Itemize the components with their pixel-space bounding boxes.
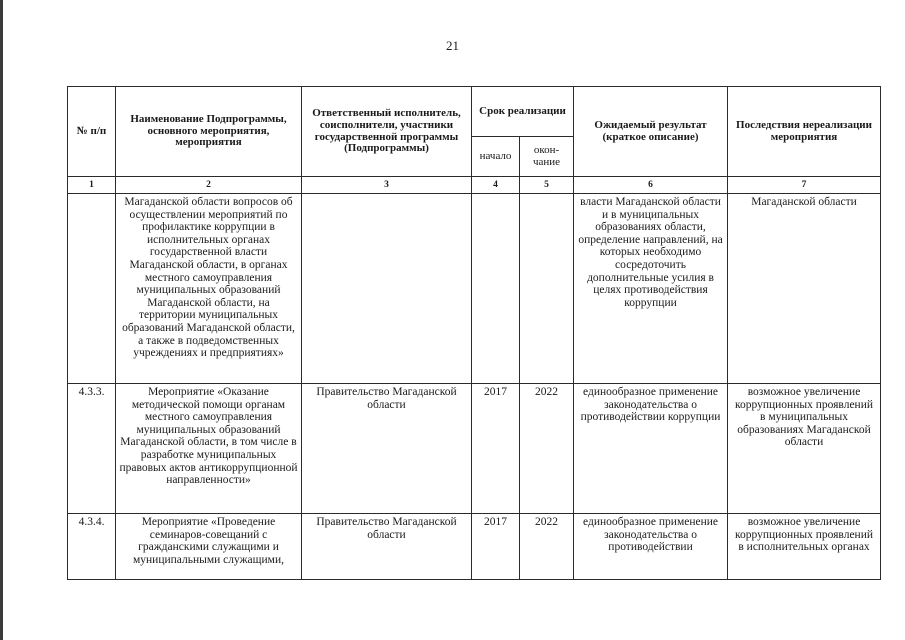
header-col-end: окон-чание (520, 137, 574, 177)
header-col-period: Срок реализации (472, 87, 574, 137)
row-executor: Правительство Магаданской области (302, 384, 472, 514)
program-table (67, 86, 881, 580)
scan-edge-bar (0, 0, 3, 640)
row-consequence: Магаданской области (728, 194, 881, 384)
column-number-row (68, 177, 881, 194)
column-number: 5 (520, 177, 574, 194)
column-number: 2 (116, 177, 302, 194)
column-number: 6 (574, 177, 728, 194)
row-result: власти Магаданской области и в муниципальных образованиях области, определение направлений, на которых необходимо сосредоточить дополнительные усилия в целях противодействия коррупции (574, 194, 728, 384)
row-executor (302, 194, 472, 384)
row-executor: Правительство Магаданской области (302, 514, 472, 580)
row-number (68, 194, 116, 384)
table-row (68, 384, 881, 514)
header-col-executor: Ответственный исполнитель, соисполнители, участники государственной программы (Подпрограммы) (302, 87, 472, 177)
row-number: 4.3.3. (68, 384, 116, 514)
header-col-result: Ожидаемый результат (краткое описание) (574, 87, 728, 177)
header-col-name: Наименование Подпрограммы, основного мероприятия, мероприятия (116, 87, 302, 177)
row-name: Магаданской области вопросов об осуществлении мероприятий по профилактике коррупции в исполнительных органах государственной власти Магаданской области, в органах местного самоуправления муниципальных образований Магаданской области, на территории муниципальных образований Магаданской области, а также в подведомственных учреждениях и предприятиях» (116, 194, 302, 384)
row-end (520, 194, 574, 384)
header-col-consequence: Последствия нереализации мероприятия (728, 87, 881, 177)
column-number: 4 (472, 177, 520, 194)
row-start (472, 194, 520, 384)
header-col-start: начало (472, 137, 520, 177)
row-end: 2022 (520, 514, 574, 580)
row-start: 2017 (472, 514, 520, 580)
row-start: 2017 (472, 384, 520, 514)
column-number: 7 (728, 177, 881, 194)
table-row (68, 514, 881, 580)
column-number: 3 (302, 177, 472, 194)
row-consequence: возможное увеличение коррупционных проявлений в муниципальных образованиях Магаданской области (728, 384, 881, 514)
page-number: 21 (446, 38, 459, 53)
row-result: единообразное применение законодательства о противодействии коррупции (574, 384, 728, 514)
row-number: 4.3.4. (68, 514, 116, 580)
table-row (68, 194, 881, 384)
row-name: Мероприятие «Оказание методической помощи органам местного самоуправления муниципальных образований Магаданской области, в том числе в разработке муниципальных правовых актов антикоррупционной направленности» (116, 384, 302, 514)
row-end: 2022 (520, 384, 574, 514)
header-col-number: № п/п (68, 87, 116, 177)
column-number: 1 (68, 177, 116, 194)
row-name: Мероприятие «Проведение семинаров-совещаний с гражданскими служащими и муниципальными служащими, (116, 514, 302, 580)
row-consequence: возможное увеличение коррупционных проявлений в исполнительных органах (728, 514, 881, 580)
row-result: единообразное применение законодательства о противодействии (574, 514, 728, 580)
header-row (68, 87, 881, 137)
